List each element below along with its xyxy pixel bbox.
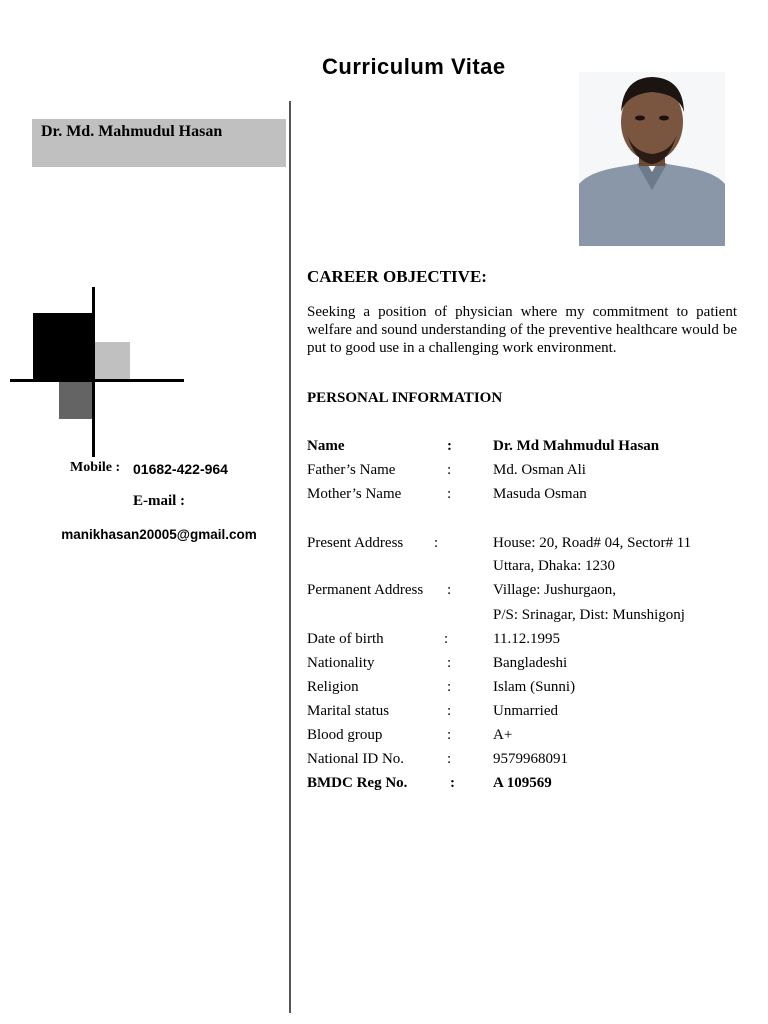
info-row-permanent-address bbox=[307, 582, 747, 604]
info-row-blood-group bbox=[307, 727, 747, 749]
mobile-label: Mobile : bbox=[70, 460, 121, 475]
decorative-logo bbox=[10, 287, 184, 457]
info-value: Islam (Sunni) bbox=[493, 679, 576, 695]
info-value: Village: Jushurgaon, bbox=[493, 582, 616, 598]
sidebar-name: Dr. Md. Mahmudul Hasan bbox=[41, 123, 223, 140]
email-label: E-mail : bbox=[132, 493, 186, 509]
info-row-present-address-line2 bbox=[307, 558, 747, 580]
info-colon: : bbox=[447, 679, 452, 695]
info-value: Md. Osman Ali bbox=[493, 462, 586, 478]
info-colon: : bbox=[447, 703, 452, 719]
info-row-present-address bbox=[307, 535, 747, 557]
info-label: Blood group bbox=[307, 727, 383, 743]
logo-dark-square bbox=[59, 380, 95, 419]
info-colon: : bbox=[447, 582, 452, 598]
info-value: 11.12.1995 bbox=[493, 631, 560, 647]
info-colon: : bbox=[444, 631, 449, 647]
mobile-value: 01682-422-964 bbox=[133, 461, 228, 477]
info-label: Mother’s Name bbox=[307, 486, 402, 502]
info-row-father-name bbox=[307, 462, 747, 484]
vertical-divider bbox=[289, 101, 291, 1013]
info-label: Marital status bbox=[307, 703, 390, 719]
personal-information-heading: PERSONAL INFORMATION bbox=[307, 390, 503, 406]
career-objective-heading: CAREER OBJECTIVE: bbox=[307, 267, 487, 286]
info-value: A+ bbox=[493, 727, 513, 743]
logo-vertical-line bbox=[92, 287, 95, 457]
info-colon: : bbox=[447, 462, 452, 478]
logo-horizontal-line bbox=[10, 379, 184, 382]
info-label: Name bbox=[307, 438, 345, 454]
info-row-mother-name bbox=[307, 486, 747, 508]
info-row-bmdc-reg bbox=[307, 775, 747, 797]
photo-right-eye bbox=[659, 116, 669, 121]
logo-light-square bbox=[95, 342, 130, 380]
info-row-name bbox=[307, 438, 747, 460]
info-label: Nationality bbox=[307, 655, 375, 671]
name-box bbox=[32, 119, 286, 167]
info-colon: : bbox=[447, 751, 452, 767]
info-colon: : bbox=[447, 438, 452, 454]
info-value: Unmarried bbox=[493, 703, 558, 719]
info-label: Father’s Name bbox=[307, 462, 396, 478]
info-label: Permanent Address bbox=[307, 582, 424, 598]
info-label: Present Address bbox=[307, 535, 404, 551]
info-value: 9579968091 bbox=[493, 751, 568, 767]
info-label: National ID No. bbox=[307, 751, 405, 767]
info-colon: : bbox=[447, 655, 452, 671]
document-title: Curriculum Vitae bbox=[322, 54, 506, 79]
photo-left-eye bbox=[635, 116, 645, 121]
info-row-religion bbox=[307, 679, 747, 701]
info-value: Uttara, Dhaka: 1230 bbox=[493, 558, 616, 574]
profile-photo bbox=[579, 72, 725, 246]
info-row-national-id bbox=[307, 751, 747, 773]
info-colon: : bbox=[434, 535, 439, 551]
info-row-marital-status bbox=[307, 703, 747, 725]
info-row-nationality bbox=[307, 655, 747, 677]
info-label: BMDC Reg No. bbox=[307, 775, 408, 791]
info-colon: : bbox=[450, 775, 455, 791]
info-colon: : bbox=[447, 727, 452, 743]
email-value: manikhasan20005@gmail.com bbox=[61, 527, 257, 542]
info-label: Date of birth bbox=[307, 631, 384, 647]
info-value: Masuda Osman bbox=[493, 486, 587, 502]
info-value: Dr. Md Mahmudul Hasan bbox=[493, 438, 660, 454]
info-label: Religion bbox=[307, 679, 359, 695]
info-row-date-of-birth bbox=[307, 631, 747, 653]
info-colon: : bbox=[447, 486, 452, 502]
career-objective-text: Seeking a position of physician where my commitment to patient welfare and sound understanding of the preventive healthcare would be put to good use in a challenging work environment. bbox=[307, 304, 737, 356]
info-value: A 109569 bbox=[493, 775, 552, 791]
info-value: P/S: Srinagar, Dist: Munshigonj bbox=[493, 607, 685, 623]
info-value: Bangladeshi bbox=[493, 655, 568, 671]
info-value: House: 20, Road# 04, Sector# 11 bbox=[493, 535, 692, 551]
logo-black-square bbox=[33, 313, 95, 380]
info-row-permanent-address-line2 bbox=[307, 607, 747, 629]
